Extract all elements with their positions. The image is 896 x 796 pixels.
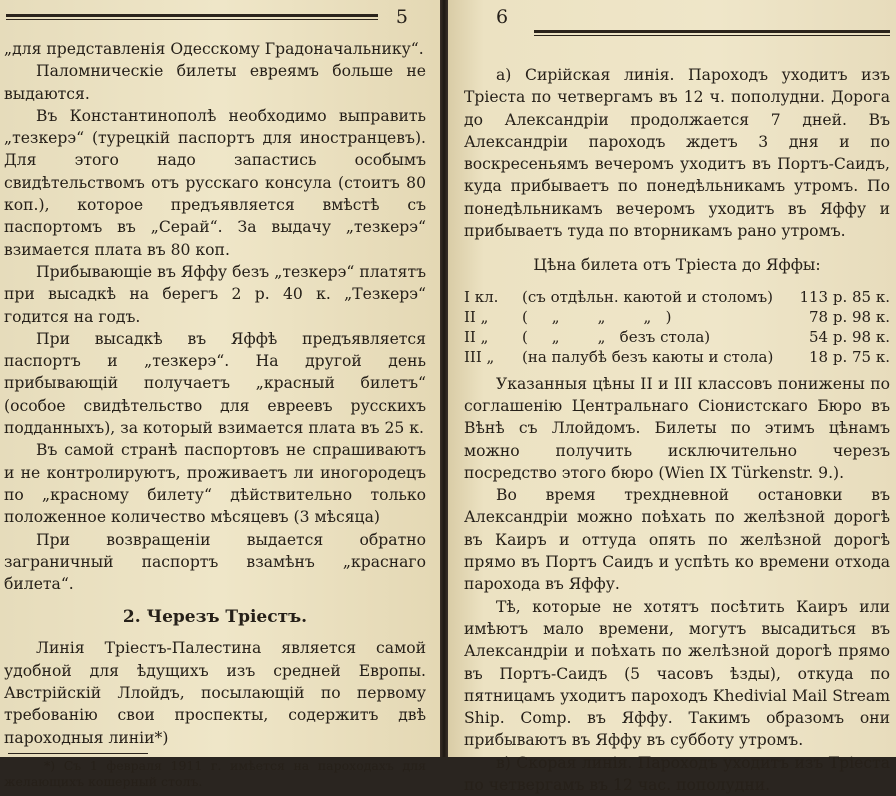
price-cell: 78 р. 98 к. (809, 307, 890, 326)
table-row (464, 287, 890, 307)
price-heading: Цѣна билета отъ Тріеста до Яффы: (533, 256, 821, 275)
paragraph: в) Скорая линія. Пароходъ уходитъ изъ Тріеста по четвергамъ въ 12 час. пополудни. (464, 753, 890, 795)
description-cell: (на палубѣ безъ каюты и стола) (522, 347, 774, 366)
paragraph: Указанныя цѣны II и III классовъ понижены по соглашенію Центральнаго Сіонистскаго Бюро въ Вѣнѣ съ Ллойдомъ. Билеты по этимъ цѣнамъ можно получить исключительно черезъ посредство этого бюро (Wien IX Türkenstr. 9.). (464, 374, 890, 482)
class-cell: II „ (464, 307, 489, 326)
paragraph: Въ Константинополѣ необходимо выправить „тезкерэ“ (турецкій паспортъ для иностранцевъ). Для этого надо запастись особымъ свидѣтельствомъ отъ русскаго консула (стоитъ 80 коп.), которое предъявляется вмѣстѣ съ паспортомъ въ „Серай“. За выдачу „тезкерэ“ взимается плата въ 80 коп. (4, 106, 426, 259)
paragraph: Въ самой странѣ паспортовъ не спрашиваютъ и не контролируютъ, проживаетъ ли иногородецъ по „красному билету“ дѣйствительно только положенное количество мѣсяцевъ (3 мѣсяца) (4, 441, 426, 527)
header-rule (534, 30, 890, 36)
paragraph: Линія Тріестъ-Палестина является самой удобной для ѣдущихъ изъ средней Европы. Австрійскій Ллойдъ, посылающій по первому требованію свои проспекты, содержитъ двѣ пароходныя линіи*) (4, 639, 426, 747)
paragraph: При высадкѣ въ Яффѣ предъявляется паспортъ и „тезкерэ“. На другой день прибывающій получаетъ „красный билетъ“ (особое свидѣтельство для евреевъ русскихъ подданныхъ), за который взимается плата въ 25 к. (4, 329, 426, 438)
page-number: 5 (395, 6, 408, 28)
class-cell: III „ (464, 347, 495, 366)
price-cell: 54 р. 98 к. (809, 327, 890, 346)
paragraph: Тѣ, которые не хотятъ посѣтить Каиръ или имѣютъ мало времени, могутъ высадиться въ Александріи и поѣхать по желѣзной дорогѣ прямо въ Портъ-Саидъ (5 часовъ ѣзды), откуда по пятницамъ уходитъ пароходъ Khedivial Mail Stream Ship. Comp. въ Яффу. Такимъ образомъ они прибываютъ въ Яффу въ субботу утромъ. (464, 597, 890, 750)
paragraph: Прибывающіе въ Яффу безъ „тезкерэ“ платятъ при высадкѣ на берегъ 2 р. 40 к. „Тезкерэ“ годится на годъ. (4, 262, 426, 326)
paragraph: „для представленія Одесскому Градоначальнику“. (4, 40, 424, 58)
right-page-header (464, 0, 890, 38)
paragraph: Паломническіе билеты евреямъ больше не выдаются. (4, 62, 426, 103)
table-row (464, 307, 890, 327)
paragraph: Во время трехдневной остановки въ Александріи можно поѣхать по желѣзной дорогѣ въ Каиръ и оттуда опять по желѣзной дорогѣ прямо въ Портъ Саидъ и успѣть ко времени отхода парохода въ Яффу. (464, 486, 890, 594)
header-rule (6, 14, 378, 20)
footnote: *) Съ 1 февраля 1911 г. имѣется на пароходахъ для желающихъ кошерный столъ. (4, 757, 426, 789)
price-cell: 18 р. 75 к. (809, 347, 890, 366)
description-cell: ( „ „ безъ стола) (522, 327, 711, 346)
description-cell: ( „ „ „ ) (522, 307, 672, 326)
paragraph: а) Сирійская линія. Пароходъ уходитъ изъ Тріеста по четвергамъ въ 12 ч. пополудни. Дорога до Александріи продолжается 7 дней. Въ Александріи пароходъ ждетъ 3 дня и по воскресеньямъ вечеромъ уходитъ въ Портъ-Саидъ, куда прибываетъ по понедѣльникамъ утромъ. По понедѣльникамъ вечеромъ уходитъ въ Яффу и прибываетъ туда по вторникамъ рано утромъ. (464, 66, 890, 241)
footnote-rule (8, 753, 148, 754)
class-cell: II „ (464, 327, 489, 346)
left-page-header (4, 0, 426, 38)
section-title: 2. Черезъ Тріестъ. (122, 607, 308, 628)
description-cell: (съ отдѣльн. каютой и столомъ) (522, 287, 773, 306)
table-row (464, 327, 890, 347)
price-table (464, 287, 890, 367)
table-row (464, 347, 890, 367)
left-page (0, 0, 440, 789)
right-page (448, 0, 896, 795)
paragraph: При возвращеніи выдается обратно заграничный паспортъ взамѣнъ „краснаго билета“. (4, 530, 426, 594)
class-cell: I кл. (464, 287, 499, 306)
price-cell: 113 р. 85 к. (799, 287, 890, 306)
book-gutter (440, 0, 448, 757)
page-number: 6 (496, 6, 509, 28)
